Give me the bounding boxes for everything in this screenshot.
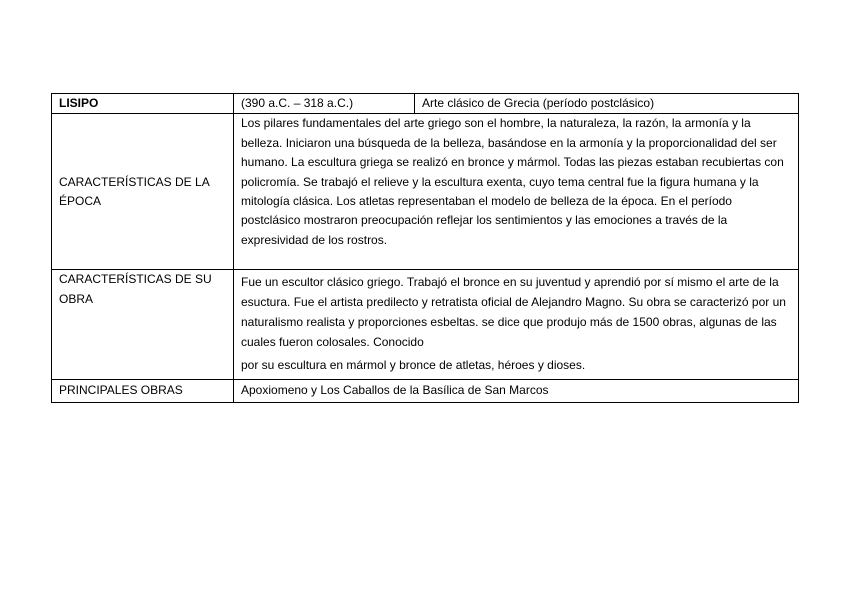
artist-name-cell: LISIPO [52,94,234,114]
obra-text-main: Fue un escultor clásico griego. Trabajó el bronce en su juventud y aprendió por sí mismo el arte de la esuctura. Fue el artista predilecto y retratista oficial de Alejandro Magno. Su obra se caracterizó por un naturalismo realista y proporciones esbeltas. se dice que produjo más de 1500 obras, algunas de las cuales fueron colosales. Conocido [241,275,786,350]
table-row [52,380,799,403]
artist-dates-cell: (390 a.C. – 318 a.C.) [234,94,415,114]
epoca-text-cell [234,114,799,270]
table-row [52,114,799,270]
obra-label-cell: CARACTERÍSTICAS DE SU OBRA [52,270,234,380]
obras-label-cell: PRINCIPALES OBRAS [52,380,234,403]
table-header-row [52,94,799,114]
artist-period-cell: Arte clásico de Grecia (período postclásico) [415,94,799,114]
table-row [52,270,799,380]
obra-text [241,272,793,375]
epoca-label-cell: CARACTERÍSTICAS DE LA ÉPOCA [52,114,234,270]
obra-text-cell [234,270,799,380]
obras-text-cell: Apoxiomeno y Los Caballos de la Basílica de San Marcos [234,380,799,403]
obra-text-last: por su escultura en mármol y bronce de atletas, héroes y dioses. [241,358,586,373]
epoca-text: Los pilares fundamentales del arte griego son el hombre, la naturaleza, la razón, la armonía y la belleza. Iniciaron una búsqueda de la belleza, basándose en la armonía y la proporcionalidad del ser humano. La escultura griega se realizó en bronce y mármol. Todas las piezas estaban recubiertas con policromía. Se trabajó el relieve y la escultura exenta, cuyo tema central fue la figura humana y la mitología clásica. Los atletas representaban el modelo de belleza de la época. En el período postclásico mostraron preocupación reflejar los sentimientos y las emociones a través de la expresividad de los rostros. [241,116,784,247]
lisipo-table [51,93,799,403]
